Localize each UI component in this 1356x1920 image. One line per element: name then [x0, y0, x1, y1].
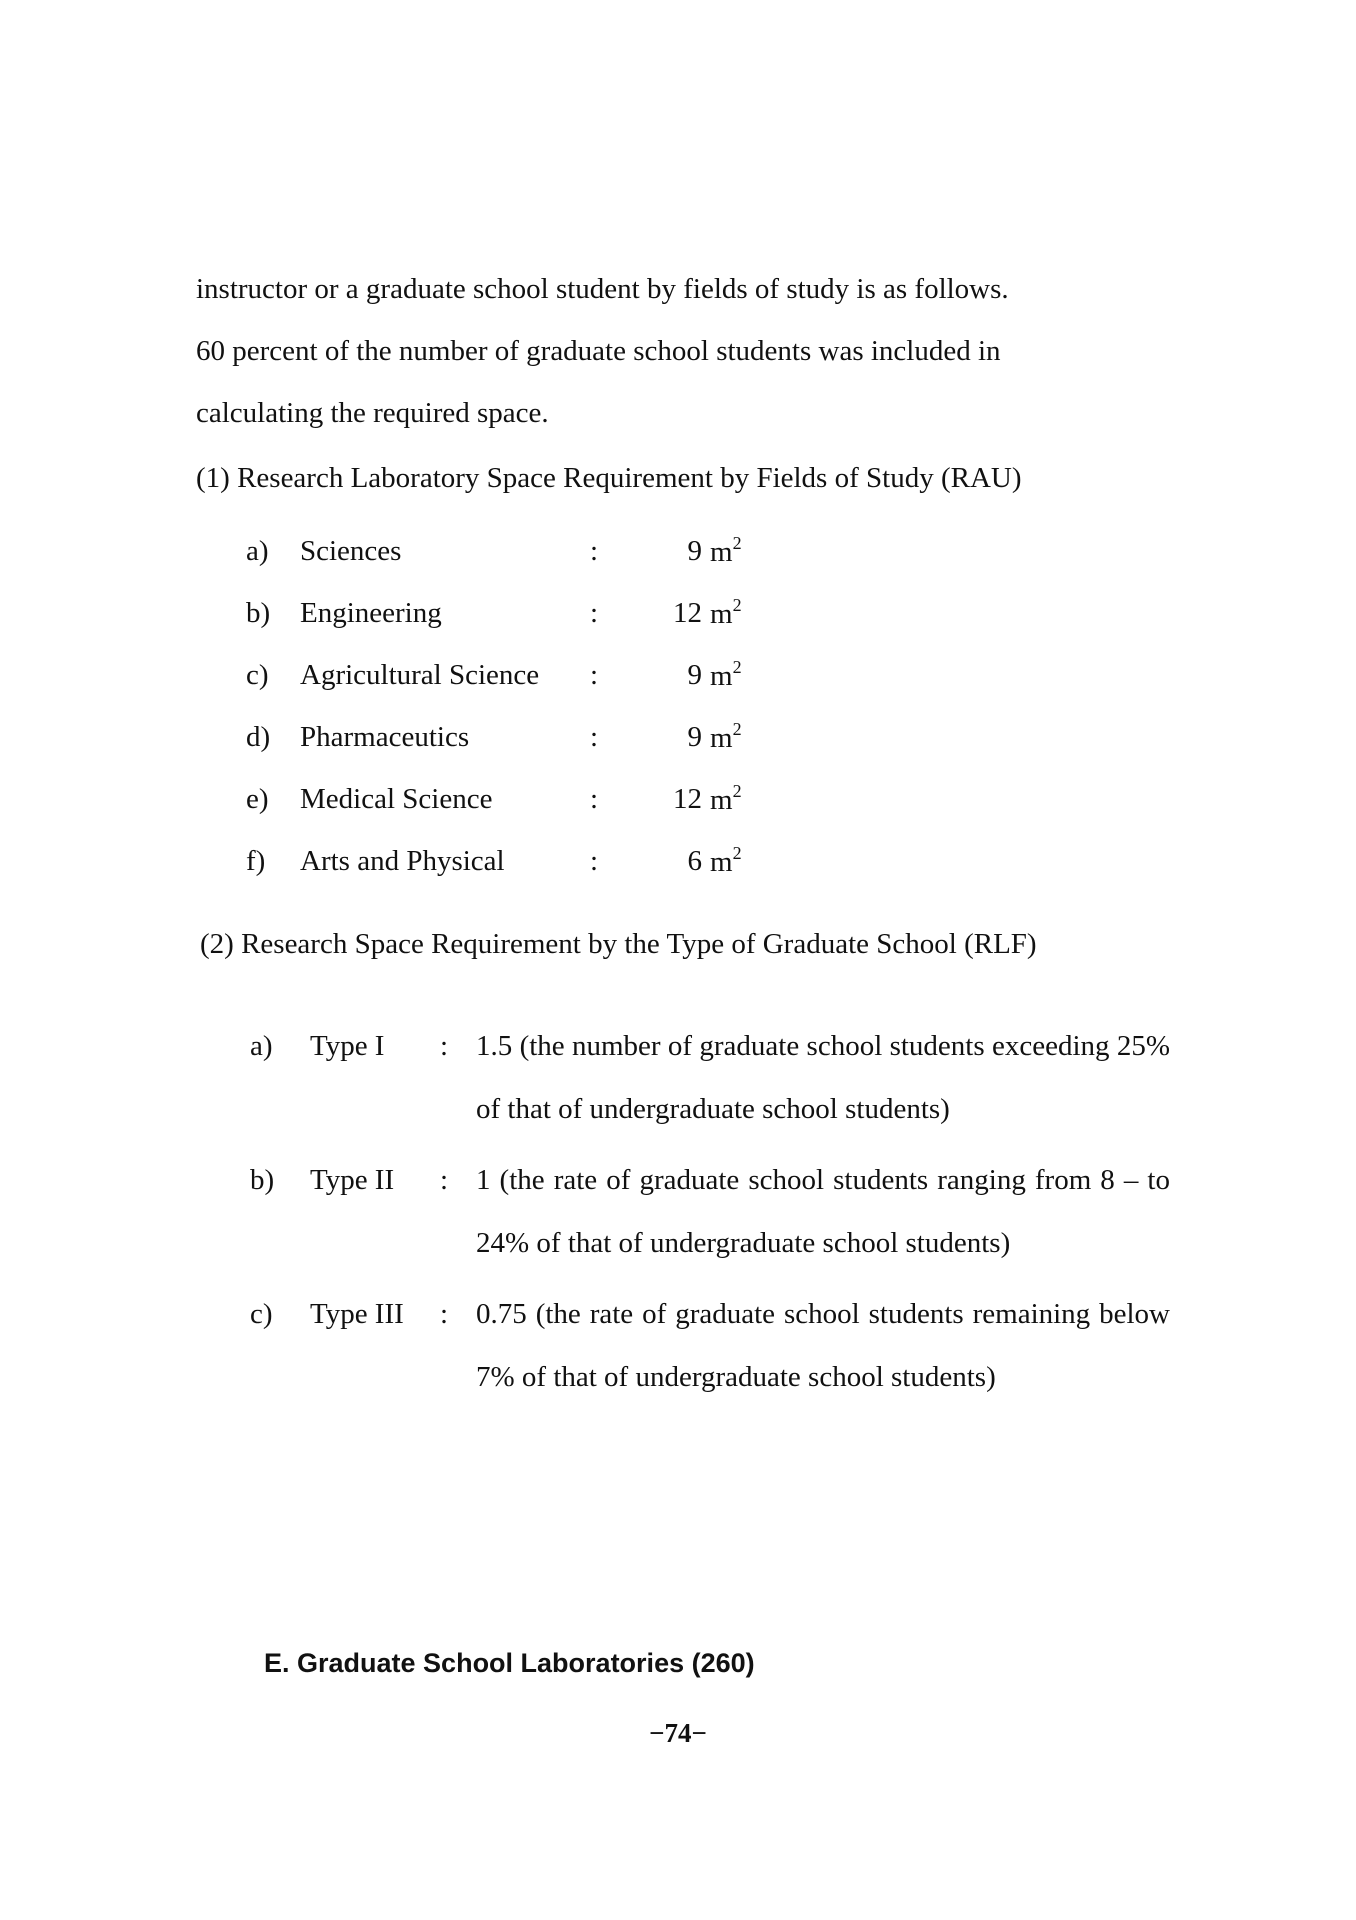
space-unit: $m^2$ — [710, 843, 742, 878]
graduate-school-type-list — [250, 1015, 1170, 1417]
colon: : — [440, 1298, 449, 1330]
item-marker: e) — [246, 782, 269, 815]
item-marker: a) — [250, 1030, 273, 1062]
field-name: Agricultural Science — [300, 658, 540, 691]
field-space-list — [246, 520, 742, 892]
space-unit: $m^2$ — [710, 595, 742, 630]
space-value: 12 — [673, 782, 702, 815]
item-marker: f) — [246, 844, 266, 877]
space-unit: $m^2$ — [710, 719, 742, 754]
list-item — [246, 520, 742, 582]
colon: : — [590, 534, 599, 567]
space-unit: $m^2$ — [710, 781, 742, 816]
colon: : — [590, 844, 599, 877]
space-value: 9 — [687, 658, 702, 691]
list-item — [246, 830, 742, 892]
list-item — [250, 1149, 1170, 1275]
item-marker: c) — [250, 1298, 273, 1330]
item-marker: c) — [246, 658, 269, 691]
space-value: 6 — [687, 844, 702, 877]
item-marker: b) — [246, 596, 271, 629]
space-unit: $m^2$ — [710, 657, 742, 692]
item-marker: b) — [250, 1164, 275, 1196]
field-name: Arts and Physical — [300, 844, 505, 877]
field-name: Medical Science — [300, 782, 493, 815]
item-marker: d) — [246, 720, 271, 753]
intro-paragraph — [196, 258, 1156, 444]
list-item — [246, 582, 742, 644]
colon: : — [590, 596, 599, 629]
intro-line-1: instructor or a graduate school student by fields of study is as follows. — [196, 273, 1009, 305]
space-value: 9 — [687, 534, 702, 567]
colon: : — [590, 720, 599, 753]
field-name: Pharmaceutics — [300, 720, 470, 753]
page-number: −74− — [649, 1718, 707, 1748]
type-description: 1.5 (the number of graduate school students exceeding 25% of that of undergraduate school students) — [476, 1030, 1170, 1125]
type-label: Type II — [310, 1164, 395, 1196]
colon: : — [590, 658, 599, 691]
list-item — [246, 706, 742, 768]
intro-line-3: calculating the required space. — [196, 397, 549, 429]
field-name: Sciences — [300, 534, 402, 567]
section-e-heading: E. Graduate School Laboratories (260) — [264, 1648, 755, 1678]
section-1-heading: (1) Research Laboratory Space Requirement by Fields of Study (RAU) — [196, 462, 1022, 494]
type-label: Type I — [310, 1030, 385, 1062]
type-description: 0.75 (the rate of graduate school students remaining below 7% of that of undergraduate school students) — [476, 1298, 1170, 1393]
colon: : — [440, 1030, 449, 1062]
list-item — [246, 768, 742, 830]
space-value: 12 — [673, 596, 702, 629]
intro-line-2: 60 percent of the number of graduate school students was included in — [196, 335, 1001, 367]
list-item — [246, 644, 742, 706]
section-2-heading: (2) Research Space Requirement by the Type of Graduate School (RLF) — [200, 928, 1037, 960]
list-item — [250, 1283, 1170, 1409]
space-value: 9 — [687, 720, 702, 753]
colon: : — [440, 1164, 449, 1196]
item-marker: a) — [246, 534, 269, 567]
colon: : — [590, 782, 599, 815]
type-label: Type III — [310, 1298, 404, 1330]
list-item — [250, 1015, 1170, 1141]
type-description: 1 (the rate of graduate school students ranging from 8 – to 24% of that of undergraduate school students) — [476, 1164, 1170, 1259]
space-unit: $m^2$ — [710, 533, 742, 568]
field-name: Engineering — [300, 596, 442, 629]
